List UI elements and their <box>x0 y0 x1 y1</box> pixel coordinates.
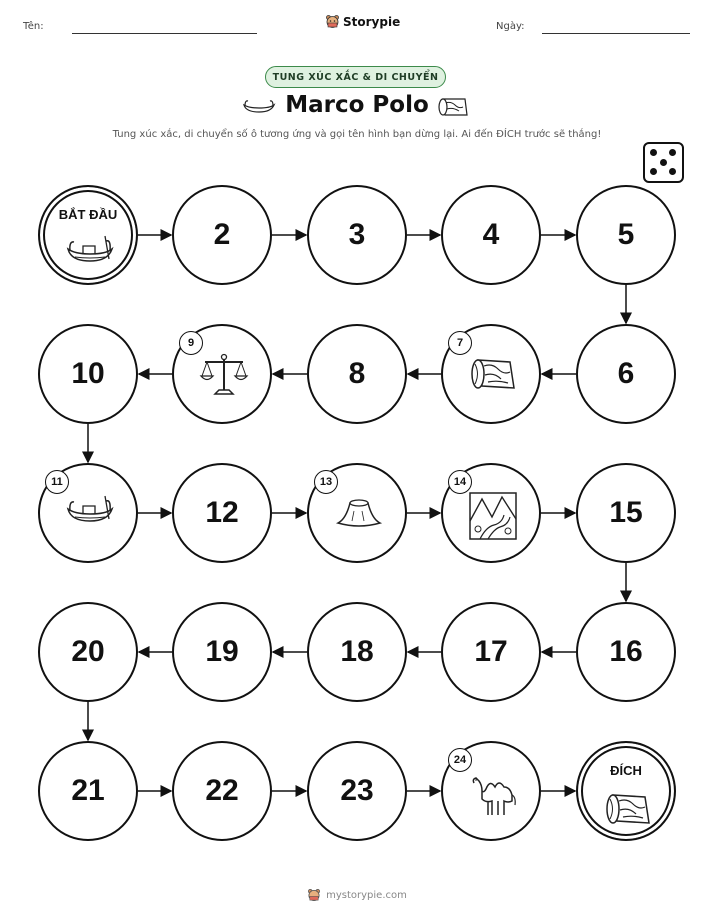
footer-link[interactable]: mystorypie.com <box>326 889 407 901</box>
brand-name: Storypie <box>343 14 401 29</box>
finish-cell[interactable] <box>576 741 676 841</box>
scales-icon <box>199 352 249 402</box>
cell-number-badge: 14 <box>448 470 472 494</box>
board-cell[interactable] <box>441 324 541 424</box>
activity-badge: TUNG XÚC XẮC & DI CHUYỂN <box>265 66 446 88</box>
cell-number: 2 <box>213 218 231 251</box>
board-cell[interactable] <box>441 602 541 702</box>
cell-number: 15 <box>609 496 643 529</box>
cell-number: 19 <box>205 635 239 668</box>
cell-number: 4 <box>482 218 500 251</box>
board-cell[interactable] <box>307 741 407 841</box>
cell-number: 23 <box>340 774 374 807</box>
board-cell[interactable] <box>172 602 272 702</box>
cell-number: 21 <box>71 774 105 807</box>
cell-number-badge: 9 <box>179 331 203 355</box>
volcano-icon <box>334 491 384 535</box>
name-label: Tên: <box>23 21 44 32</box>
board-cell[interactable] <box>307 463 407 563</box>
gondola-icon <box>65 491 115 535</box>
board-cell[interactable] <box>576 602 676 702</box>
board-cell[interactable] <box>307 324 407 424</box>
cell-number: 16 <box>609 635 643 668</box>
board-cell[interactable] <box>441 463 541 563</box>
board-cell[interactable] <box>38 741 138 841</box>
board-cell[interactable] <box>38 463 138 563</box>
start-cell[interactable] <box>38 185 138 285</box>
cell-number: 18 <box>340 635 374 668</box>
cell-number: 5 <box>617 218 635 251</box>
instructions: Tung xúc xắc, di chuyển số ô tương ứng và gọi tên hình bạn dừng lại. Ai đến ĐÍCH trước sẽ thắng! <box>112 129 602 140</box>
cell-number: 10 <box>71 357 105 390</box>
cell-number: 17 <box>474 635 508 668</box>
board-cell[interactable] <box>172 463 272 563</box>
rolled-map-icon <box>468 352 518 400</box>
board-cell[interactable] <box>441 185 541 285</box>
board-cell[interactable] <box>576 324 676 424</box>
cell-number: 22 <box>205 774 239 807</box>
cell-number: 8 <box>348 357 366 390</box>
board-cell[interactable] <box>172 185 272 285</box>
date-label: Ngày: <box>496 21 525 32</box>
board-cell[interactable] <box>576 185 676 285</box>
cell-number-badge: 7 <box>448 331 472 355</box>
cell-number-badge: 13 <box>314 470 338 494</box>
board-cell[interactable] <box>38 324 138 424</box>
cell-number-badge: 11 <box>45 470 69 494</box>
cell-number: 3 <box>348 218 366 251</box>
storypie-bear-icon <box>307 888 321 902</box>
cell-number: 12 <box>205 496 239 529</box>
board-cell[interactable] <box>172 741 272 841</box>
gondola-icon <box>65 231 115 275</box>
mountain-road-icon <box>468 491 518 545</box>
board-cell[interactable] <box>307 602 407 702</box>
cell-number: 6 <box>617 357 635 390</box>
camel-icon <box>468 769 522 823</box>
board-cell[interactable] <box>307 185 407 285</box>
board-cell[interactable] <box>576 463 676 563</box>
finish-label: ĐÍCH <box>610 763 642 778</box>
board-cell[interactable] <box>172 324 272 424</box>
cell-number-badge: 24 <box>448 748 472 772</box>
rolled-map-icon <box>603 787 653 835</box>
page-title: Marco Polo <box>285 92 429 118</box>
start-label: BẮT ĐẦU <box>58 207 118 222</box>
board-cell[interactable] <box>441 741 541 841</box>
footer <box>0 888 714 902</box>
cell-number: 20 <box>71 635 105 668</box>
board-cell[interactable] <box>38 602 138 702</box>
